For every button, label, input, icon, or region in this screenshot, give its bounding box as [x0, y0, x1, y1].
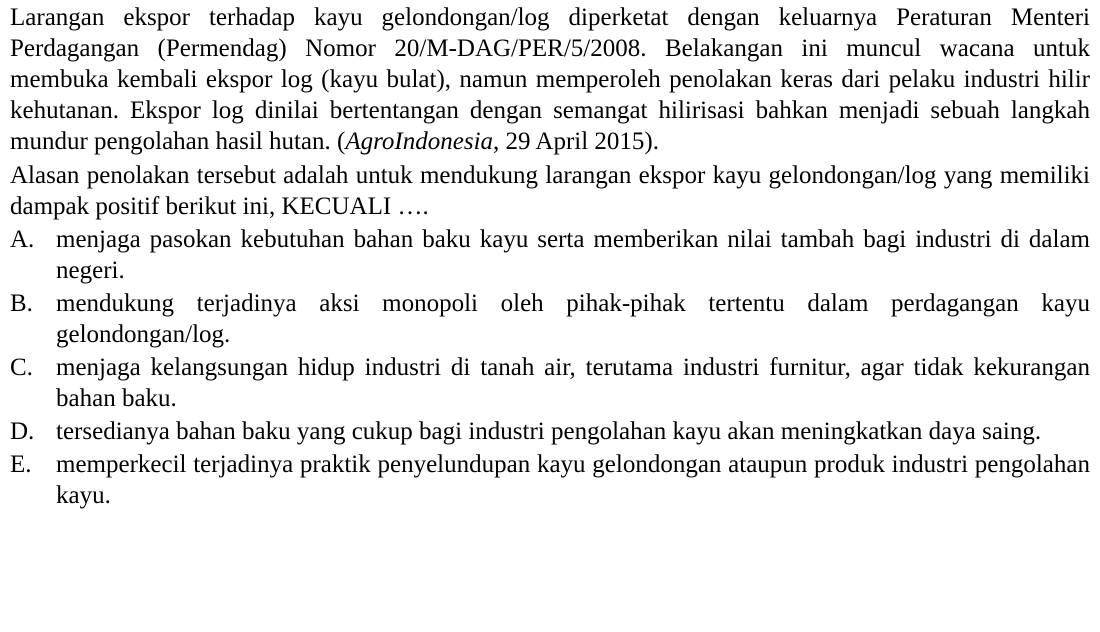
option-letter: E.: [10, 451, 32, 478]
option-letter: A.: [10, 226, 35, 253]
option-c[interactable]: [10, 352, 1090, 414]
option-text: menjaga pasokan kebutuhan bahan baku kayu serta memberikan nilai tambah bagi industri di dalam negeri.: [56, 226, 1090, 284]
option-a[interactable]: [10, 224, 1090, 286]
option-d[interactable]: [10, 416, 1090, 447]
source-date: , 29 April 2015).: [493, 128, 659, 155]
option-b[interactable]: [10, 288, 1090, 350]
option-letter: C.: [10, 354, 33, 381]
source-name: AgroIndonesia: [345, 128, 494, 155]
option-text: menjaga kelangsungan hidup industri di tanah air, terutama industri furnitur, agar tidak kekurangan bahan baku.: [56, 354, 1090, 412]
option-letter: D.: [10, 418, 35, 445]
passage-paragraph: [10, 2, 1090, 157]
question-text: Alasan penolakan tersebut adalah untuk mendukung larangan ekspor kayu gelondongan/log yang memiliki dampak positif berikut ini, KECUALI ….: [10, 162, 1090, 220]
option-text: memperkecil terjadinya praktik penyelundupan kayu gelondongan ataupun produk industri pengolahan kayu.: [56, 451, 1090, 509]
option-e[interactable]: [10, 449, 1090, 511]
option-text: tersedianya bahan baku yang cukup bagi industri pengolahan kayu akan meningkatkan daya saing.: [56, 418, 1042, 445]
option-letter: B.: [10, 290, 33, 317]
passage-text: Larangan ekspor terhadap kayu gelondongan/log diperketat dengan keluarnya Peraturan Menteri Perdagangan (Permendag) Nomor 20/M-DAG/PER/5/2008. Belakangan ini muncul wacana untuk membuka kembali ekspor log (kayu bulat), namun memperoleh penolakan keras dari pelaku industri hilir kehutanan. Ekspor log dinilai bertentangan dengan semangat hilirisasi bahkan menjadi sebuah langkah mundur pengolahan hasil hutan. (: [10, 4, 1090, 155]
answer-options: [10, 224, 1090, 511]
option-text: mendukung terjadinya aksi monopoli oleh pihak-pihak tertentu dalam perdagangan kayu gelondongan/log.: [56, 290, 1090, 348]
